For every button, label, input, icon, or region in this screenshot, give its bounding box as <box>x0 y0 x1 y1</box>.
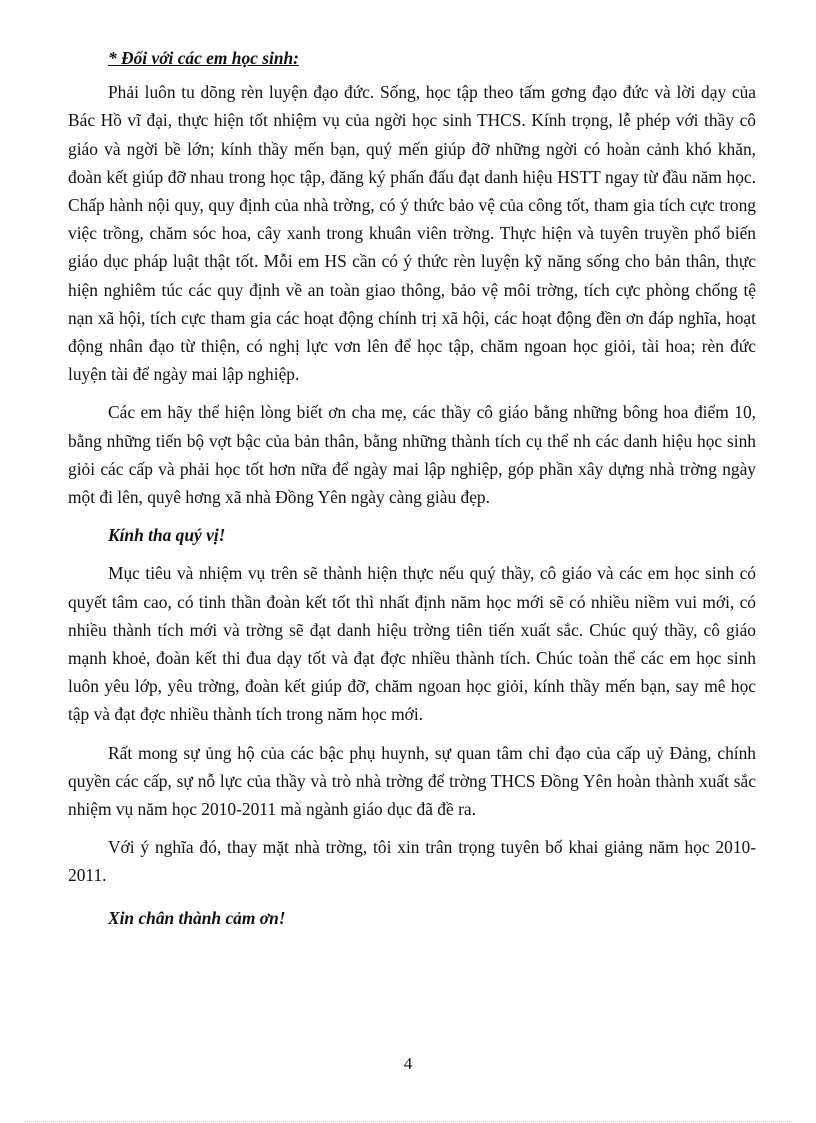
paragraph-gratitude <box>68 398 756 511</box>
paragraph-text: Rất mong sự ủng hộ của các bậc phụ huynh, sự quan tâm chỉ đạo của cấp uỷ Đảng, chính quyền các cấp, sự nỗ lực của thầy và trò nhà trờng để trờng THCS Đồng Yên hoàn thành xuất sắc nhiệm vụ năm học 2010-2011 mà ngành giáo dục đã đề ra. <box>68 742 756 820</box>
paragraph-opening <box>68 833 756 889</box>
paragraph-text: Phải luôn tu dõng rèn luyện đạo đức. Sống, học tập theo tấm gơng đạo đức và lời dạy của Bác Hồ vĩ đại, thực hiện tốt nhiệm vụ của ngời học sinh THCS. Kính trọng, lễ phép với thầy cô giáo và ngời bề lớn; kính thầy mến bạn, quý mến giúp đỡ những ngời có hoàn cảnh khó khăn, đoàn kết giúp đỡ nhau trong học tập, đăng ký phấn đấu đạt danh hiệu HSTT ngay từ đầu năm học. Chấp hành nội quy, quy định của nhà trờng, có ý thức bảo vệ của công tốt, tham gia tích cực trong việc trồng, chăm sóc hoa, cây xanh trong khuân viên trờng. Thực hiện và tuyên truyền phổ biến giáo dục pháp luật thật tốt. Mỗi em HS cần có ý thức rèn luyện kỹ năng sống cho bản thân, thực hiện nghiêm túc các quy định về an toàn giao thông, bảo vệ môi trờng, tích cực phòng chống tệ nạn xã hội, tích cực tham gia các hoạt động chính trị xã hội, các hoạt động đền ơn đáp nghĩa, hoạt động nhân đạo từ thiện, có nghị lực vơn lên để học tập, chăm ngoan học giỏi, tài hoa; rèn đức luyện tài để ngày mai lập nghiệp. <box>68 82 756 385</box>
paragraph-text: Mục tiêu và nhiệm vụ trên sẽ thành hiện thực nếu quý thầy, cô giáo và các em học sinh có quyết tâm cao, có tinh thần đoàn kết tốt thì nhất định năm học mới sẽ có nhiều niềm vui mới, có nhiều thành tích mới và trờng sẽ đạt danh hiệu trờng tiên tiến xuất sắc. Chúc quý thầy, cô giáo mạnh khoẻ, đoàn kết thi đua dạy tốt và đạt đợc nhiều thành tích. Chúc toàn thể các em học sinh luôn yêu lớp, yêu trờng, đoàn kết giúp đỡ, chăm ngoan học giỏi, kính thầy mến bạn, say mê học tập và đạt đợc nhiều thành tích trong năm học mới. <box>68 563 756 725</box>
paragraph-text: Các em hãy thể hiện lòng biết ơn cha mẹ, các thầy cô giáo bằng những bông hoa điểm 10, bằng những tiến bộ vợt bậc của bản thân, bằng những thành tích cụ thể nh các danh hiệu học sinh giỏi các cấp và phải học tốt hơn nữa để ngày mai lập nghiệp, góp phần xây dựng nhà trờng ngày một đi lên, quyê hơng xã nhà Đồng Yên ngày càng giàu đẹp. <box>68 402 756 508</box>
section-heading: * Đối với các em học sinh: <box>108 48 299 68</box>
page-number: 4 <box>403 1054 413 1073</box>
document-body <box>68 44 756 932</box>
closing-line: Xin chân thành cảm ơn! <box>108 907 286 928</box>
page-bottom-divider <box>24 1121 792 1122</box>
paragraph-students-duties <box>68 78 756 388</box>
paragraph-text: Với ý nghĩa đó, thay mặt nhà trờng, tôi xin trân trọng tuyên bố khai giảng năm học 2010-2011. <box>68 837 756 886</box>
paragraph-goals <box>68 559 756 728</box>
salutation: Kính tha quý vị! <box>108 525 226 546</box>
paragraph-support <box>68 739 756 824</box>
